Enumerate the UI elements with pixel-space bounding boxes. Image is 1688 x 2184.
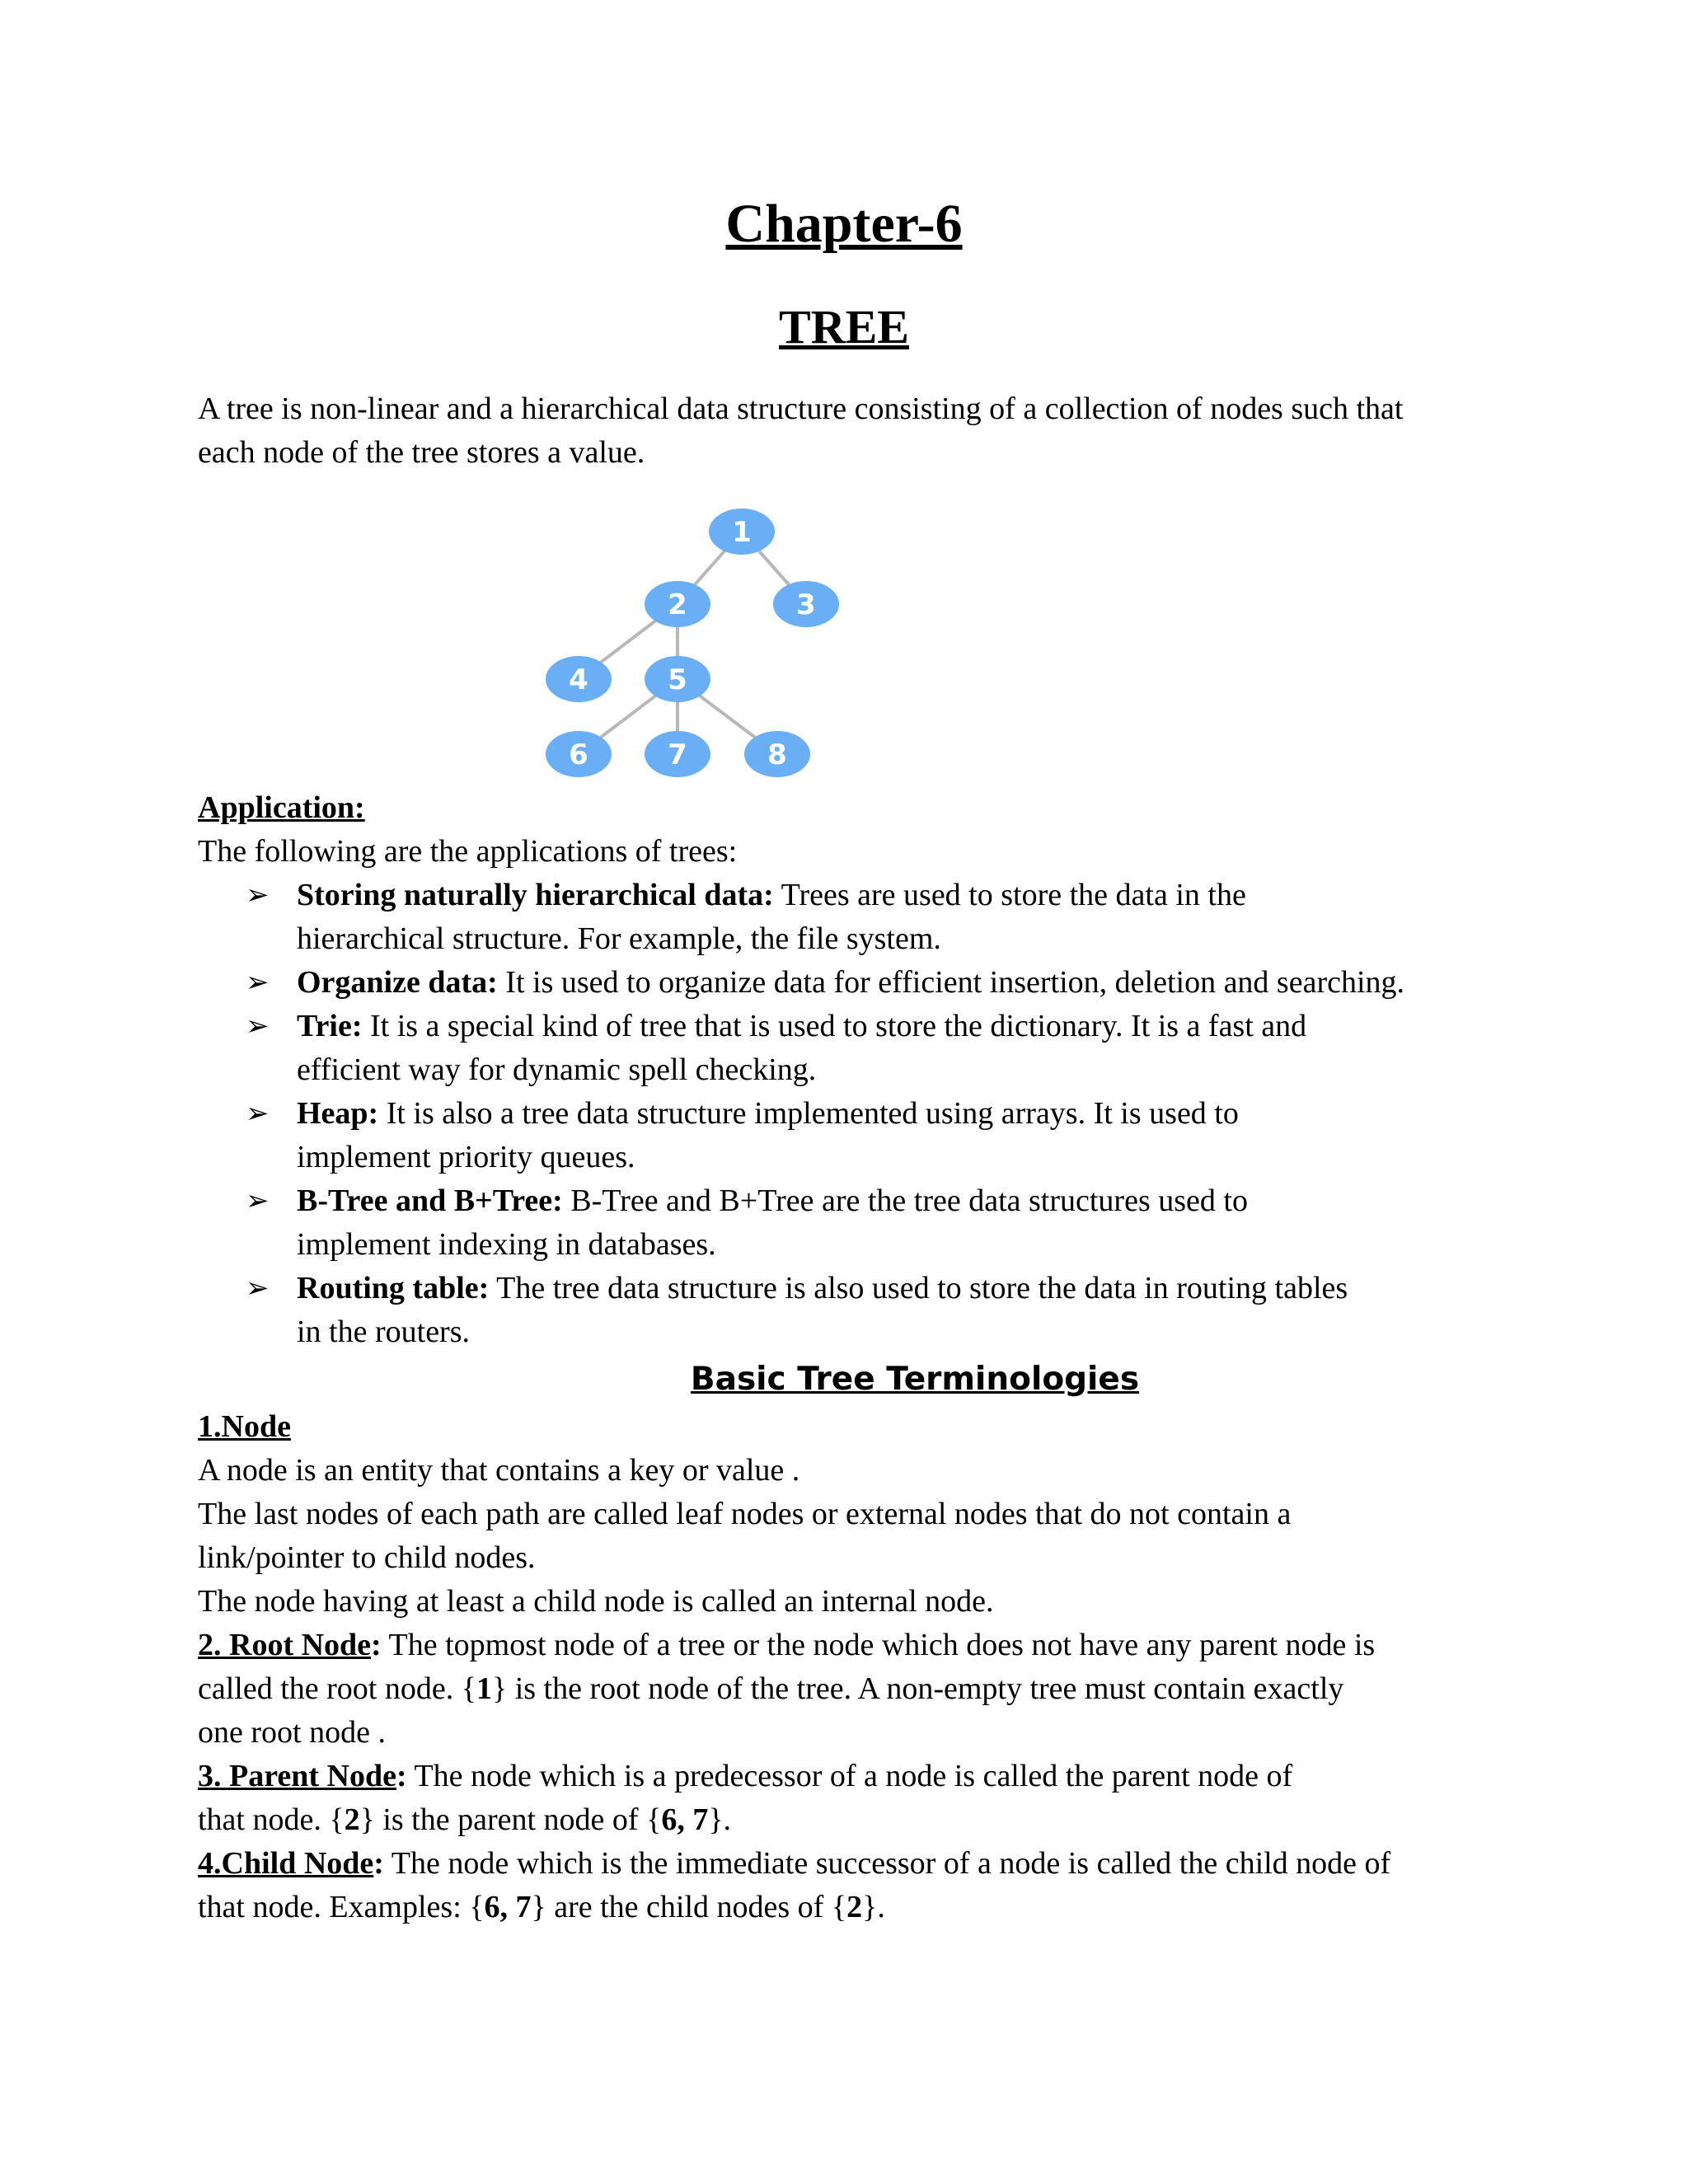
tree-node-label: 4 xyxy=(569,663,588,696)
item-text: It is a special kind of tree that is used to store the dictionary. It is a fast and xyxy=(362,1009,1307,1043)
item-term: Storing naturally hierarchical data: xyxy=(297,878,774,912)
definition-text: }. xyxy=(862,1890,885,1924)
item-term: B-Tree and B+Tree: xyxy=(297,1183,563,1218)
tree-node-8 xyxy=(744,731,810,777)
topic-title: TREE xyxy=(779,300,909,354)
tree-node-5 xyxy=(645,656,710,702)
chapter-title: Chapter-6 xyxy=(725,194,963,254)
list-item xyxy=(246,961,1550,1005)
tree-node-7 xyxy=(645,731,710,777)
item-text: It is used to organize data for efficient insertion, deletion and searching. xyxy=(497,965,1405,1000)
tree-node-2 xyxy=(645,581,710,627)
item-text: implement indexing in databases. xyxy=(297,1227,716,1262)
application-section xyxy=(198,786,1550,1929)
example-value: 1 xyxy=(476,1671,492,1706)
list-item xyxy=(246,1005,1550,1092)
tree-node-6 xyxy=(546,731,612,777)
example-value: 6, 7 xyxy=(661,1802,709,1837)
definition-text: The node which is a predecessor of a node is called the parent node of xyxy=(406,1759,1293,1793)
definition-line: A node is an entity that contains a key or value . xyxy=(198,1453,800,1488)
intro-line: each node of the tree stores a value. xyxy=(198,435,645,470)
tree-node-1 xyxy=(709,509,775,555)
tree-node-label: 1 xyxy=(732,516,752,549)
example-value: 2 xyxy=(846,1890,863,1924)
item-text: in the routers. xyxy=(297,1315,471,1349)
node-heading: 1.Node xyxy=(198,1409,291,1444)
item-text: Trees are used to store the data in the xyxy=(773,878,1246,912)
item-term: Organize data: xyxy=(297,965,498,1000)
list-item xyxy=(246,874,1550,961)
parent-node-definition xyxy=(198,1755,1550,1842)
intro-line: A tree is non-linear and a hierarchical data structure consisting of a collection of nodes such that xyxy=(198,391,1404,426)
application-list xyxy=(198,874,1550,1354)
heading-colon: : xyxy=(373,1846,384,1881)
node-definition xyxy=(198,1405,1550,1624)
tree-node-3 xyxy=(773,581,839,627)
child-node-heading: 4.Child Node xyxy=(198,1846,374,1881)
list-item xyxy=(246,1267,1550,1354)
definition-text: that node. { xyxy=(198,1802,345,1837)
definition-text: } is the root node of the tree. A non-empty tree must contain exactly xyxy=(491,1671,1344,1706)
heading-colon: : xyxy=(396,1759,407,1793)
arrow-bullet-icon: ➢ xyxy=(246,968,270,998)
item-term: Trie: xyxy=(297,1009,363,1043)
tree-node-label: 2 xyxy=(668,588,687,621)
application-heading: Application: xyxy=(198,790,365,825)
application-lead: The following are the applications of trees: xyxy=(198,834,738,869)
item-text: efficient way for dynamic spell checking. xyxy=(297,1052,817,1087)
root-node-heading: 2. Root Node xyxy=(198,1628,372,1662)
example-value: 6, 7 xyxy=(484,1890,532,1924)
definition-text: }. xyxy=(708,1802,732,1837)
intro-paragraph xyxy=(198,387,1517,475)
item-text: B-Tree and B+Tree are the tree data structures used to xyxy=(562,1183,1248,1218)
tree-edges xyxy=(579,532,806,754)
terminologies-heading: Basic Tree Terminologies xyxy=(690,1361,1140,1398)
definition-text: The node which is the immediate successor of a node is called the child node of xyxy=(383,1846,1391,1881)
arrow-bullet-icon: ➢ xyxy=(246,1099,270,1129)
child-node-definition xyxy=(198,1842,1550,1929)
item-term: Heap: xyxy=(297,1096,379,1131)
definition-text: } are the child nodes of { xyxy=(531,1890,847,1924)
arrow-bullet-icon: ➢ xyxy=(246,1011,270,1042)
list-item xyxy=(246,1092,1550,1179)
item-text: implement priority queues. xyxy=(297,1140,635,1174)
heading-colon: : xyxy=(371,1628,382,1662)
tree-node-4 xyxy=(546,656,612,702)
tree-node-label: 3 xyxy=(796,588,816,621)
definition-text: that node. Examples: { xyxy=(198,1890,485,1924)
definition-line: The node having at least a child node is called an internal node. xyxy=(198,1584,994,1619)
tree-node-label: 8 xyxy=(767,738,787,771)
tree-node-label: 7 xyxy=(668,738,687,771)
definition-text: one root node . xyxy=(198,1715,386,1750)
root-node-definition xyxy=(198,1624,1550,1755)
tree-node-label: 6 xyxy=(569,738,588,771)
item-text: hierarchical structure. For example, the file system. xyxy=(297,921,941,956)
item-text: The tree data structure is also used to store the data in routing tables xyxy=(489,1271,1348,1305)
definition-text: } is the parent node of { xyxy=(359,1802,662,1837)
arrow-bullet-icon: ➢ xyxy=(246,1186,270,1216)
tree-node-label: 5 xyxy=(668,663,687,696)
example-value: 2 xyxy=(344,1802,360,1837)
parent-node-heading: 3. Parent Node xyxy=(198,1759,396,1793)
arrow-bullet-icon: ➢ xyxy=(246,1273,270,1304)
definition-line: The last nodes of each path are called leaf nodes or external nodes that do not contain a xyxy=(198,1497,1292,1531)
arrow-bullet-icon: ➢ xyxy=(246,880,270,911)
definition-line: link/pointer to child nodes. xyxy=(198,1540,536,1575)
definition-text: called the root node. { xyxy=(198,1671,476,1706)
list-item xyxy=(246,1179,1550,1267)
item-term: Routing table: xyxy=(297,1271,490,1305)
definition-text: The topmost node of a tree or the node which does not have any parent node is xyxy=(381,1628,1376,1662)
item-text: It is also a tree data structure implemented using arrays. It is used to xyxy=(378,1096,1239,1131)
tree-diagram xyxy=(544,507,874,787)
